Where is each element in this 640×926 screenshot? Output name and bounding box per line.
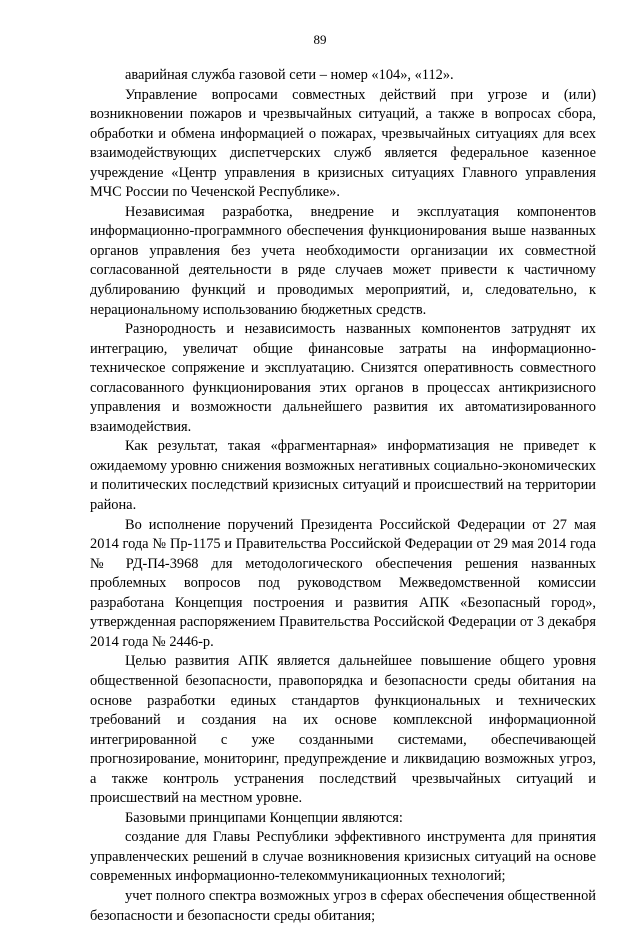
paragraph: Базовыми принципами Концепции являются: <box>125 809 403 826</box>
paragraph: аварийная служба газовой сети – номер «104», «112». <box>125 67 454 83</box>
document-body <box>90 66 596 926</box>
paragraph: Разнородность и независимость названных компонентов затруднят их интеграцию, увеличат общие финансовые затраты на информационно-техническое сопряжение и эксплуатацию. Снизятся оперативность совместного согласованного функционирования этих органов в процессах антикризисного управления и возможности дальнейшего развития их автоматизированного взаимодействия. <box>90 321 596 435</box>
paragraph: Во исполнение поручений Президента Российской Федерации от 27 мая 2014 года № Пр-1175 и Правительства Российской Федерации от 29 мая 2014 года № РД-П4-3968 для методологического обеспечения решения названных проблемных вопросов под руководством Межведомственной комиссии разработана Концепция построения и развития АПК «Безопасный город», утвержденная распоряжением Правительства Российской Федерации от 3 декабря 2014 года № 2446-р. <box>90 516 596 650</box>
paragraph: Целью развития АПК является дальнейшее повышение общего уровня общественной безопасности, правопорядка и безопасности среды обитания на основе разработки единых стандартов функциональных и технических требований и создания на их основе комплексной информационной интегрированной с уже созданными системами, обеспечивающей прогнозирование, мониторинг, предупреждение и ликвидацию возможных угроз, а также контроль устранения последствий чрезвычайных ситуаций и происшествий на местном уровне. <box>90 653 596 807</box>
paragraph: учет полного спектра возможных угроз в сферах обеспечения общественной безопасности и безопасности среды обитания; <box>90 887 596 924</box>
paragraph: Как результат, такая «фрагментарная» информатизация не приведет к ожидаемому уровню снижения возможных негативных социально-экономических и политических последствий кризисных ситуаций и происшествий на территории района. <box>90 438 596 514</box>
paragraph: Управление вопросами совместных действий при угрозе и (или) возникновении пожаров и чрезвычайных ситуаций, а также в вопросах сбора, обработки и обмена информацией о пожарах, чрезвычайных ситуациях для всех взаимодействующих диспетчерских служб является федеральное казенное учреждение «Центр управления в кризисных ситуациях Главного управления МЧС России по Чеченской Республике». <box>90 86 596 201</box>
paragraph: создание для Главы Республики эффективного инструмента для принятия управленческих решений в случае возникновения кризисных ситуаций на основе современных информационно-телекоммуникационных технологий; <box>90 829 596 885</box>
page-number: 89 <box>313 32 327 47</box>
paragraph: Независимая разработка, внедрение и эксплуатация компонентов информационно-программного обеспечения функционирования выше названных органов управления без учета необходимости организации их совместной согласованной деятельности в ряде случаев может привести к частичному дублированию функций и проводимых мероприятий, и, следовательно, к нерациональному использованию бюджетных средств. <box>90 203 596 318</box>
